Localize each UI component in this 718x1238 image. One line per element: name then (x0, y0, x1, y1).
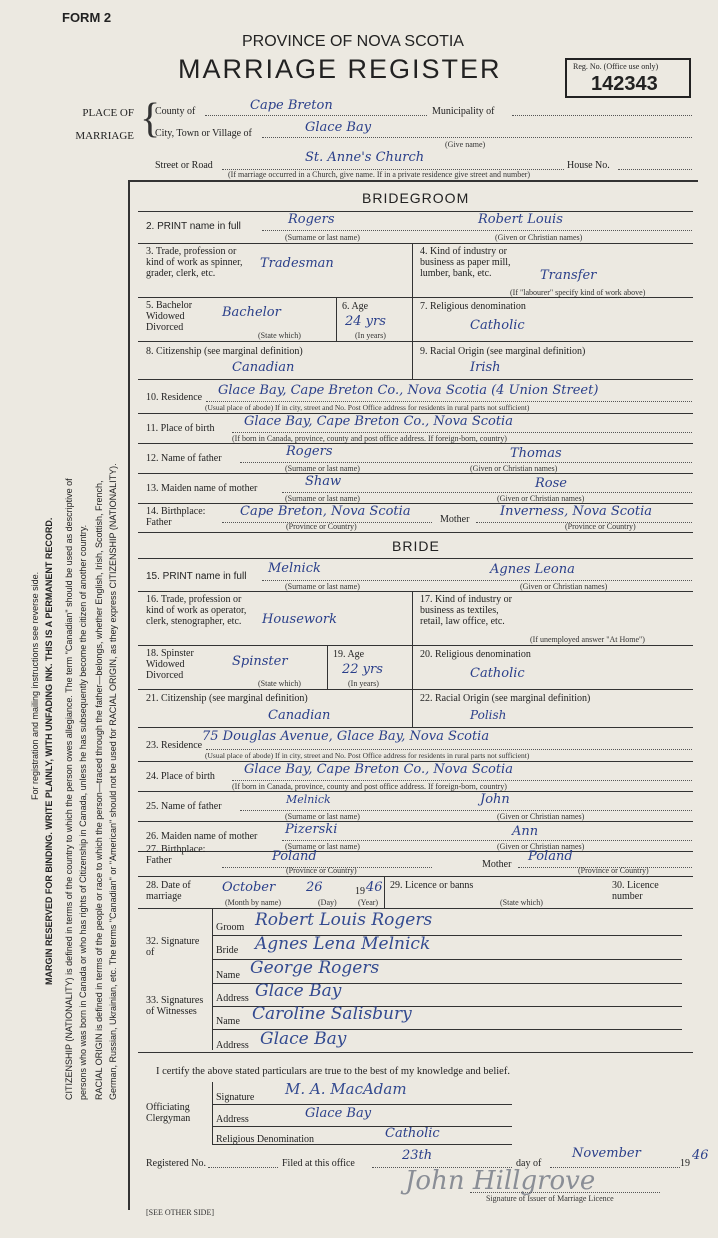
reg-no-label: Reg. No. (Office use only) (573, 62, 659, 71)
bride-name-line (262, 569, 692, 581)
bride-res-cap: (Usual place of abode) If in city, street and No. Post Office address for residents in rural parts not sufficient) (205, 751, 530, 760)
registered-line (208, 1156, 278, 1168)
bride-father-bp: Poland (272, 849, 317, 864)
field-30-label: 30. Licence number (612, 880, 659, 902)
w1-address-label: Address (216, 993, 249, 1004)
field-17-label: 17. Kind of industry or business as textiles, retail, law office, etc. (420, 594, 512, 627)
filed-month: November (572, 1146, 641, 1161)
groom-v-3 (412, 297, 413, 341)
bride-sep-6 (138, 791, 693, 792)
marriage-v-1 (384, 876, 385, 908)
bride-sep-8 (138, 851, 693, 852)
bride-given-cap: (Given or Christian names) (520, 582, 608, 591)
issuer-caption: Signature of Issuer of Marriage Licence (486, 1194, 614, 1203)
groom-industry: Transfer (540, 268, 597, 283)
bride-father-given-cap: (Given or Christian names) (497, 812, 585, 821)
witness1-name: George Rogers (250, 958, 380, 978)
field-10-label: 10. Residence (146, 392, 203, 403)
groom-sep-7 (138, 473, 693, 474)
field-3-label: 3. Trade, profession or kind of work as spinner, grader, clerk, etc. (146, 246, 243, 279)
clergy-denom-label: Religious Denomination (216, 1134, 315, 1145)
field-24-label: 24. Place of birth (146, 771, 215, 782)
field-16-label: 16. Trade, profession or kind of work as operator, clerk, stenographer, etc. (146, 594, 247, 627)
province-title: PROVINCE OF NOVA SCOTIA (242, 33, 464, 50)
groom-mother-bp: Inverness, Nova Scotia (500, 504, 653, 519)
registered-label: Registered No. (146, 1158, 206, 1169)
margin-citizenship-2: persons who was born in Canada or who has rights of Citizenship in Canada, unless he has subsequently become the citizen of another country. (78, 524, 88, 1100)
clergy-sig-label: Signature (216, 1092, 255, 1103)
groom-surname-cap: (Surname or last name) (285, 233, 360, 242)
bride-sep-7 (138, 821, 693, 822)
field-25-label: 25. Name of father (146, 801, 222, 812)
field-13-label: 13. Maiden name of mother (146, 483, 258, 494)
house-label: House No. (567, 160, 610, 171)
field-19-label: 19. Age (333, 649, 365, 660)
groom-given: Robert Louis (478, 212, 563, 227)
bride-sep-3 (138, 689, 693, 690)
groom-father-given-cap: (Given or Christian names) (470, 464, 558, 473)
bride-heading: BRIDE (392, 538, 440, 554)
groom-surname: Rogers (288, 212, 335, 227)
bride-v-1 (412, 591, 413, 645)
groom-mbp-cap: (Province or Country) (565, 522, 636, 531)
margin-citizenship-1: CITIZENSHIP (NATIONALITY) is defined in terms of the country to which the person owes allegiance. The term "Canadian" should be used as descriptive of (64, 478, 74, 1100)
month-caption: (Month by name) (225, 898, 281, 907)
street-value: St. Anne's Church (305, 150, 425, 165)
field-28-label: 28. Date of marriage (146, 880, 191, 902)
field-22-label: 22. Racial Origin (see marginal definition) (420, 693, 591, 704)
filed-year-prefix: 19 (680, 1158, 690, 1169)
county-label: County of (155, 106, 196, 117)
form-top-border (128, 180, 698, 182)
groom-trade: Tradesman (260, 256, 334, 271)
bride-state-cap: (State which) (258, 679, 301, 688)
groom-fbp-cap: (Province or Country) (286, 522, 357, 531)
groom-mother-given-cap: (Given or Christian names) (497, 494, 585, 503)
w2-name-label: Name (216, 1016, 240, 1027)
groom-birth-cap: (If born in Canada, province, county and post office address. If foreign-born, country) (232, 434, 507, 443)
year-caption: (Year) (358, 898, 379, 907)
groom-mother-bp-label: Mother (440, 514, 470, 525)
bride-mother-bp: Poland (528, 849, 573, 864)
reg-no-box (565, 58, 691, 98)
bride-origin: Polish (470, 708, 507, 722)
groom-age: 24 yrs (345, 314, 386, 329)
clergy-sep-3 (212, 1144, 512, 1145)
bride-mbp-cap: (Province or Country) (578, 866, 649, 875)
filed-day: 23th (402, 1148, 433, 1163)
groom-sep-2 (138, 297, 693, 298)
clergy-label: Officiating Clergyman (146, 1102, 191, 1124)
margin-racial-2: German, Russian, Ukrainian, etc. The terms "Canadian" or "American" should not be used for RACIAL ORIGIN, as they express CITIZENSHIP (NATIONALITY). (108, 463, 118, 1100)
bride-mother-surname: Pizerski (285, 822, 338, 837)
groom-residence: Glace Bay, Cape Breton Co., Nova Scotia (4 Union Street) (218, 383, 599, 398)
filed-year: 46 (692, 1148, 709, 1163)
field-27-label: 27. Birthplace: Father (146, 844, 206, 866)
field-21-label: 21. Citizenship (see marginal definition) (146, 693, 308, 704)
field-8-label: 8. Citizenship (see marginal definition) (146, 346, 303, 357)
bride-sep-0 (138, 558, 693, 559)
place-brace: { (140, 96, 161, 142)
day-caption: (Day) (318, 898, 337, 907)
bride-mother-bp-label: Mother (482, 859, 512, 870)
reg-no-value: 142343 (591, 73, 658, 95)
field-20-label: 20. Religious denomination (420, 649, 531, 660)
groom-v-2 (336, 297, 337, 341)
w1-name-label: Name (216, 970, 240, 981)
groom-birth: Glace Bay, Cape Breton Co., Nova Scotia (244, 414, 513, 429)
give-name-caption: (Give name) (445, 140, 486, 149)
field-23-label: 23. Residence (146, 740, 203, 751)
licence-state-cap: (State which) (500, 898, 543, 907)
register-title: MARRIAGE REGISTER (178, 54, 502, 84)
bride-citizenship: Canadian (268, 708, 331, 723)
clergy-addr-label: Address (216, 1114, 249, 1125)
bride-sep-1 (138, 591, 693, 592)
groom-father-bp: Cape Breton, Nova Scotia (240, 504, 411, 519)
groom-years-cap: (In years) (355, 331, 386, 340)
place-label-2: MARRIAGE (75, 130, 134, 142)
bride-years-cap: (In years) (348, 679, 379, 688)
filed-label: Filed at this office (282, 1158, 355, 1169)
bride-given: Agnes Leona (490, 562, 575, 577)
groom-v-1 (412, 243, 413, 297)
field-26-label: 26. Maiden name of mother (146, 831, 258, 842)
groom-v-4 (412, 341, 413, 379)
place-label (72, 102, 134, 148)
wit-sep-4 (138, 1052, 693, 1053)
bride-v-2 (327, 645, 328, 689)
groom-mother-line (282, 481, 692, 493)
groom-signature: Robert Louis Rogers (255, 910, 433, 930)
marriage-day: 26 (306, 880, 323, 895)
groom-sep-1 (138, 243, 693, 244)
field-33-label: 33. Signatures of Witnesses (146, 995, 204, 1017)
bride-sep-4 (138, 727, 693, 728)
municipality-line (512, 104, 692, 116)
form-left-border (128, 180, 130, 1210)
clergy-signature: M. A. MacAdam (285, 1080, 407, 1098)
bride-mother-surname-cap: (Surname or last name) (285, 842, 360, 851)
bride-fbp-cap: (Province or Country) (286, 866, 357, 875)
field-15-label: 15. PRINT name in full (146, 571, 247, 582)
groom-father-given: Thomas (510, 446, 562, 461)
street-label: Street or Road (155, 160, 213, 171)
bride-v-4 (412, 689, 413, 727)
place-label-1: PLACE OF (82, 107, 134, 119)
bride-mother-line (282, 829, 692, 841)
bride-status: Spinster (232, 654, 288, 669)
groom-res-cap: (Usual place of abode) If in city, street and No. Post Office address for residents in rural parts not sufficient) (205, 403, 530, 412)
marriage-year-prefix: 19 (355, 886, 365, 897)
groom-origin: Irish (470, 360, 501, 375)
groom-sep-4 (138, 379, 693, 380)
bride-birth-cap: (If born in Canada, province, county and post office address. If foreign-born, country) (232, 782, 507, 791)
field-14-label: 14. Birthplace: Father (146, 506, 206, 528)
margin-instructions: For registration and mailing instructions see reverse side. (30, 571, 40, 800)
clergy-sep-2 (212, 1126, 512, 1127)
place-note: (If marriage occurred in a Church, give name. If in a private residence give street and number) (228, 170, 531, 179)
groom-sep-9 (138, 532, 693, 533)
field-5-label: 5. Bachelor Widowed Divorced (146, 300, 193, 333)
bride-age: 22 yrs (342, 662, 383, 677)
groom-father-surname-cap: (Surname or last name) (285, 464, 360, 473)
bride-mother-given-cap: (Given or Christian names) (497, 842, 585, 851)
city-value: Glace Bay (305, 120, 372, 135)
marriage-sep-1 (138, 908, 693, 909)
witness1-address: Glace Bay (255, 981, 342, 1001)
clergy-sep-1 (212, 1104, 512, 1105)
groom-sig-label: Groom (216, 922, 245, 933)
bride-religion: Catholic (470, 666, 525, 681)
bride-father-given: John (480, 792, 510, 807)
field-4-label: 4. Kind of industry or business as paper mill, lumber, bank, etc. (420, 246, 511, 279)
groom-given-cap: (Given or Christian names) (495, 233, 583, 242)
municipality-label: Municipality of (432, 106, 495, 117)
witness2-name: Caroline Salisbury (252, 1004, 412, 1024)
city-label: City, Town or Village of (155, 128, 252, 139)
bride-mother-given: Ann (512, 824, 539, 839)
bride-sig-label: Bride (216, 945, 239, 956)
bride-trade: Housework (262, 612, 337, 627)
see-other-side: [SEE OTHER SIDE] (146, 1208, 214, 1217)
marriage-month: October (222, 880, 276, 895)
day-of-label: day of (516, 1158, 542, 1169)
clergy-v-1 (212, 1082, 213, 1144)
bride-sep-9 (138, 876, 693, 877)
groom-mother-surname-cap: (Surname or last name) (285, 494, 360, 503)
house-line (618, 158, 692, 170)
field-18-label: 18. Spinster Widowed Divorced (146, 648, 194, 681)
bride-v-3 (412, 645, 413, 689)
groom-status: Bachelor (222, 305, 281, 320)
form-number: FORM 2 (62, 10, 112, 25)
bridegroom-heading: BRIDEGROOM (362, 190, 470, 206)
at-home-caption: (If unemployed answer "At Home") (530, 635, 645, 644)
bride-signature: Agnes Lena Melnick (255, 934, 431, 954)
groom-father-surname: Rogers (286, 444, 333, 459)
field-7-label: 7. Religious denomination (420, 301, 526, 312)
clergy-denomination: Catholic (385, 1126, 440, 1141)
groom-state-cap: (State which) (258, 331, 301, 340)
bride-father-surname-cap: (Surname or last name) (285, 812, 360, 821)
groom-sep-6 (138, 443, 693, 444)
field-12-label: 12. Name of father (146, 453, 222, 464)
margin-binding: MARGIN RESERVED FOR BINDING. WRITE PLAINLY, WITH UNFADING INK. THIS IS A PERMANENT RECORD. (44, 517, 54, 985)
bride-residence: 75 Douglas Avenue, Glace Bay, Nova Scotia (202, 729, 490, 744)
witness2-address: Glace Bay (260, 1029, 347, 1049)
bride-father-surname: Melnick (286, 793, 331, 806)
groom-mother-given: Rose (535, 476, 567, 491)
bride-sep-2 (138, 645, 693, 646)
issuer-signature: John Hillgrove (405, 1166, 596, 1196)
field-6-label: 6. Age (342, 301, 369, 312)
certify-text: I certify the above stated particulars are true to the best of my knowledge and belief. (156, 1066, 510, 1077)
w2-address-label: Address (216, 1040, 249, 1051)
field-9-label: 9. Racial Origin (see marginal definition) (420, 346, 586, 357)
field-29-label: 29. Licence or banns (390, 880, 474, 891)
field-2-label: 2. PRINT name in full (146, 221, 241, 232)
bride-surname-cap: (Surname or last name) (285, 582, 360, 591)
groom-religion: Catholic (470, 318, 525, 333)
field-11-label: 11. Place of birth (146, 423, 215, 434)
groom-sep-3 (138, 341, 693, 342)
margin-racial-1: RACIAL ORIGIN is defined in terms of the people or race to which the person—traced through the father—belongs, whether English, Irish, Scottish, French, (94, 480, 104, 1100)
bride-birth: Glace Bay, Cape Breton Co., Nova Scotia (244, 762, 513, 777)
field-32-label: 32. Signature of (146, 936, 200, 958)
county-value: Cape Breton (250, 98, 333, 113)
groom-sep-0 (138, 211, 693, 212)
groom-citizenship: Canadian (232, 360, 295, 375)
issuer-line (470, 1192, 660, 1193)
clergy-address: Glace Bay (305, 1106, 372, 1121)
marriage-year: 46 (366, 880, 383, 895)
bride-surname: Melnick (268, 561, 321, 576)
groom-mother-surname: Shaw (305, 474, 342, 489)
labourer-caption: (If "labourer" specify kind of work above) (510, 288, 646, 297)
